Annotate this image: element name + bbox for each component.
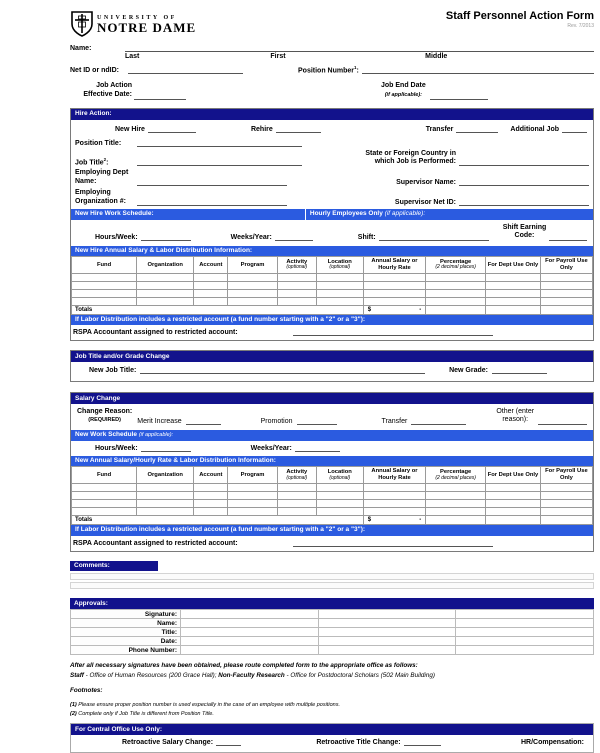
col-organization: Organization (137, 257, 194, 273)
col-payroll-use: For Payroll Use Only (540, 467, 592, 483)
col-account: Account (194, 257, 228, 273)
salary-transfer-field[interactable] (411, 417, 466, 425)
rehire-field[interactable] (276, 125, 321, 133)
new-grade-field[interactable] (492, 366, 547, 374)
supervisor-name-label: Supervisor Name: (396, 179, 456, 187)
retro-salary-label: Retroactive Salary Change: (122, 738, 214, 746)
hire-rspa-row (73, 328, 587, 336)
name-cell[interactable] (181, 619, 319, 628)
routing-offices-line: Staff - Office of Human Resources (200 Grace Hall); Non-Faculty Research - Office for Postdoctoral Scholars (502 Main Building) (70, 671, 435, 679)
date-row (71, 637, 594, 646)
position-title-field[interactable] (137, 139, 302, 147)
hr-compensation-label: HR/Compensation: (521, 738, 584, 746)
retro-title-label: Retroactive Title Change: (316, 738, 401, 746)
col-annual-salary: Annual Salary or Hourly Rate (363, 467, 426, 483)
table-header-row (72, 257, 593, 273)
promotion-field[interactable] (297, 417, 337, 425)
shift-field[interactable] (379, 233, 489, 241)
table-row[interactable] (72, 483, 593, 491)
new-job-title-label: New Job Title: (89, 367, 137, 375)
title-label: Title: (71, 628, 181, 637)
col-percentage: Percentage (2 decimal places) (426, 257, 486, 273)
hours-week-label: Hours/Week: (95, 233, 138, 241)
table-row[interactable] (72, 281, 593, 289)
date-label: Date: (71, 637, 181, 646)
job-action-date-label: Job Action Effective Date: (83, 82, 132, 99)
supervisor-netid-field[interactable] (459, 198, 589, 206)
salary-hours-row (77, 444, 587, 452)
table-row[interactable] (72, 507, 593, 515)
name-row (71, 619, 594, 628)
other-reason-field[interactable] (538, 417, 587, 425)
hire-restricted-account-header: If Labor Distribution includes a restricted account (a fund number starting with a "2" or a "3"): (71, 315, 593, 326)
date-cell[interactable] (318, 637, 456, 646)
phone-row (71, 646, 594, 655)
salary-weeks-year-label: Weeks/Year: (250, 444, 292, 452)
revision-label: Rev. 7/2013 (567, 23, 594, 29)
merit-increase-label: Merit Increase (137, 417, 182, 425)
job-dates-row (70, 82, 594, 100)
new-hire-work-schedule-header: New Hire Work Schedule: (71, 209, 306, 220)
name-cell[interactable] (318, 619, 456, 628)
phone-cell[interactable] (456, 646, 594, 655)
new-job-title-field[interactable] (140, 366, 425, 374)
signature-cell[interactable] (181, 610, 319, 619)
grade-change-header: Job Title and/or Grade Change (71, 351, 593, 362)
supervisor-netid-label: Supervisor Net ID: (394, 198, 456, 206)
table-header-row (72, 467, 593, 483)
position-title-label: Position Title: (75, 139, 122, 147)
phone-cell[interactable] (318, 646, 456, 655)
col-fund: Fund (72, 257, 137, 273)
rspa-field[interactable] (293, 539, 493, 547)
phone-label: Phone Number: (71, 646, 181, 655)
date-cell[interactable] (181, 637, 319, 646)
job-end-date-line[interactable] (430, 92, 488, 100)
hire-action-section (70, 108, 594, 342)
col-program: Program (228, 467, 277, 483)
hours-week-field[interactable] (141, 233, 191, 241)
approvals-header: Approvals: (70, 598, 594, 609)
title-row (71, 628, 594, 637)
signature-label: Signature: (71, 610, 181, 619)
rehire-label: Rehire (250, 125, 273, 133)
form-title: Staff Personnel Action Form (445, 10, 594, 22)
weeks-year-field[interactable] (275, 233, 313, 241)
totals-payroll-cell (540, 305, 592, 314)
retro-salary-field[interactable] (216, 738, 241, 746)
hire-options-row (77, 125, 587, 133)
netid-field-line[interactable] (128, 66, 243, 74)
routing-line: After all necessary signatures have been obtained, please route completed form to the appropriate office as follows: (70, 662, 418, 670)
totals-label: Totals (72, 305, 364, 314)
salary-change-header: Salary Change (71, 393, 593, 404)
notre-dame-text: NOTRE DAME (97, 19, 197, 35)
position-number-label: Position Number$^1$: (298, 65, 359, 75)
totals-row (72, 305, 593, 314)
signature-row (71, 610, 594, 619)
comments-header: Comments: (70, 561, 158, 572)
other-reason-label: Other (enter reason): (496, 408, 535, 424)
table-row[interactable] (72, 289, 593, 297)
employing-org-row (75, 189, 589, 206)
job-end-date-label: Job End Date (if applicable): (381, 82, 426, 99)
work-schedule-bar (71, 209, 593, 220)
salary-restricted-account-header: If Labor Distribution includes a restricted account (a fund number starting with a "2" or a "3"): (71, 525, 593, 536)
employing-dept-field[interactable] (137, 178, 287, 186)
middle-label: Middle (425, 53, 448, 60)
first-label: First (270, 53, 286, 60)
totals-dept-cell (486, 305, 541, 314)
salary-distribution-header: New Annual Salary/Hourly Rate & Labor Distribution Information: (71, 456, 593, 467)
approvals-section (70, 598, 594, 655)
grade-change-row (77, 366, 587, 374)
transfer-label: Transfer (425, 125, 454, 133)
position-number-field-line[interactable] (362, 66, 594, 74)
name-label: Name: (71, 619, 181, 628)
notre-dame-shield-icon (70, 10, 94, 38)
name-sublabels (125, 53, 594, 60)
rspa-field[interactable] (293, 328, 493, 336)
totals-label: Totals (72, 515, 364, 524)
col-percentage: Percentage (2 decimal places) (426, 467, 486, 483)
additional-job-field[interactable] (562, 125, 587, 133)
salary-hours-week-label: Hours/Week: (95, 444, 138, 452)
comments-line[interactable] (70, 573, 594, 580)
title-cell[interactable] (318, 628, 456, 637)
col-dept-use: For Dept Use Only (486, 257, 541, 273)
new-grade-label: New Grade: (449, 367, 488, 375)
footnotes-label: Footnotes: (70, 687, 103, 694)
job-action-date-line[interactable] (134, 92, 186, 100)
last-label: Last (125, 53, 140, 60)
approvals-table (70, 609, 594, 655)
change-reason-label: Change Reason: (REQUIRED) (77, 408, 133, 424)
signature-cell[interactable] (318, 610, 456, 619)
hire-hours-row (77, 224, 587, 241)
new-hire-label: New Hire (115, 125, 145, 133)
shift-earning-code-label: Shift Earning Code: (502, 223, 547, 240)
state-country-field[interactable] (459, 158, 589, 166)
central-office-section (70, 723, 594, 753)
salary-weeks-year-field[interactable] (295, 444, 340, 452)
hire-action-header: Hire Action: (71, 109, 593, 120)
retro-title-field[interactable] (404, 738, 441, 746)
totals-percentage-cell (426, 305, 486, 314)
salary-hours-week-field[interactable] (141, 444, 191, 452)
central-office-row (77, 738, 587, 746)
hire-salary-distribution-header: New Hire Annual Salary & Labor Distribution Information: (71, 246, 593, 257)
job-title-row (75, 150, 589, 167)
employing-org-label: Employing Organization #: (75, 189, 126, 205)
shift-earning-code-field[interactable] (549, 233, 587, 241)
footnote-2: (2) Complete only if Job Title is different from Position Title. (70, 711, 214, 718)
col-location: Location (optional) (316, 257, 363, 273)
totals-amount-cell: $ - (363, 305, 426, 314)
totals-amount-cell: $ - (363, 515, 426, 524)
job-title-label: Job Title$^2$: (75, 157, 109, 167)
change-reason-row (77, 408, 587, 425)
supervisor-name-field[interactable] (459, 178, 589, 186)
totals-dept-cell (486, 515, 541, 524)
new-hire-field[interactable] (148, 125, 196, 133)
comments-line[interactable] (70, 582, 594, 589)
job-title-field[interactable] (137, 158, 302, 166)
table-row[interactable] (72, 273, 593, 281)
routing-instructions (70, 661, 594, 680)
col-dept-use: For Dept Use Only (486, 467, 541, 483)
merit-increase-field[interactable] (186, 417, 221, 425)
col-payroll-use: For Payroll Use Only (540, 257, 592, 273)
hourly-employees-header: Hourly Employees Only (if applicable): (306, 209, 593, 220)
col-organization: Organization (137, 467, 194, 483)
totals-payroll-cell (540, 515, 592, 524)
table-row[interactable] (72, 491, 593, 499)
salary-rspa-row (73, 539, 587, 547)
date-cell[interactable] (456, 637, 594, 646)
grade-change-section (70, 350, 594, 382)
netid-row (70, 65, 594, 74)
shift-label: Shift: (357, 233, 376, 241)
notre-dame-logo (70, 10, 196, 38)
col-annual-salary: Annual Salary or Hourly Rate (363, 257, 426, 273)
col-activity: Activity (optional) (277, 467, 316, 483)
name-field-line[interactable] (125, 44, 594, 52)
footnote-1: (1) Please ensure proper position number is used especially in the case of an employee with multiple positions. (70, 702, 340, 709)
table-row[interactable] (72, 499, 593, 507)
rspa-label: RSPA Accountant assigned to restricted account: (73, 329, 238, 337)
salary-transfer-label: Transfer (381, 417, 408, 425)
staff-personnel-action-form (70, 10, 594, 753)
signature-cell[interactable] (456, 610, 594, 619)
transfer-field[interactable] (456, 125, 498, 133)
title-cell[interactable] (456, 628, 594, 637)
salary-labor-distribution-table (71, 466, 593, 524)
salary-change-section (70, 392, 594, 551)
totals-row (72, 515, 593, 524)
col-activity: Activity (optional) (277, 257, 316, 273)
new-work-schedule-header: New Work Schedule (if applicable): (71, 430, 593, 441)
netid-label: Net ID or ndID: (70, 67, 119, 75)
name-cell[interactable] (456, 619, 594, 628)
employing-org-field[interactable] (137, 198, 287, 206)
name-row (70, 44, 594, 52)
col-location: Location (optional) (316, 467, 363, 483)
col-program: Program (228, 257, 277, 273)
additional-job-label: Additional Job (510, 125, 559, 133)
employing-dept-label: Employing Dept Name: (75, 169, 129, 185)
comments-section (70, 561, 594, 590)
promotion-label: Promotion (260, 417, 293, 425)
title-cell[interactable] (181, 628, 319, 637)
state-country-label: State or Foreign Country in which Job is Performed: (365, 149, 456, 166)
central-office-header: For Central Office Use Only: (71, 724, 593, 735)
table-row[interactable] (72, 297, 593, 305)
phone-cell[interactable] (181, 646, 319, 655)
name-label: Name: (70, 45, 92, 52)
col-fund: Fund (72, 467, 137, 483)
hire-labor-distribution-table (71, 256, 593, 314)
rspa-label: RSPA Accountant assigned to restricted account: (73, 539, 238, 547)
col-account: Account (194, 467, 228, 483)
university-of-text: UNIVERSITY OF (97, 14, 177, 21)
position-title-row (75, 139, 589, 147)
weeks-year-label: Weeks/Year: (230, 233, 272, 241)
employing-dept-row (75, 169, 589, 186)
totals-percentage-cell (426, 515, 486, 524)
form-header (70, 10, 594, 38)
footnotes (70, 701, 594, 719)
